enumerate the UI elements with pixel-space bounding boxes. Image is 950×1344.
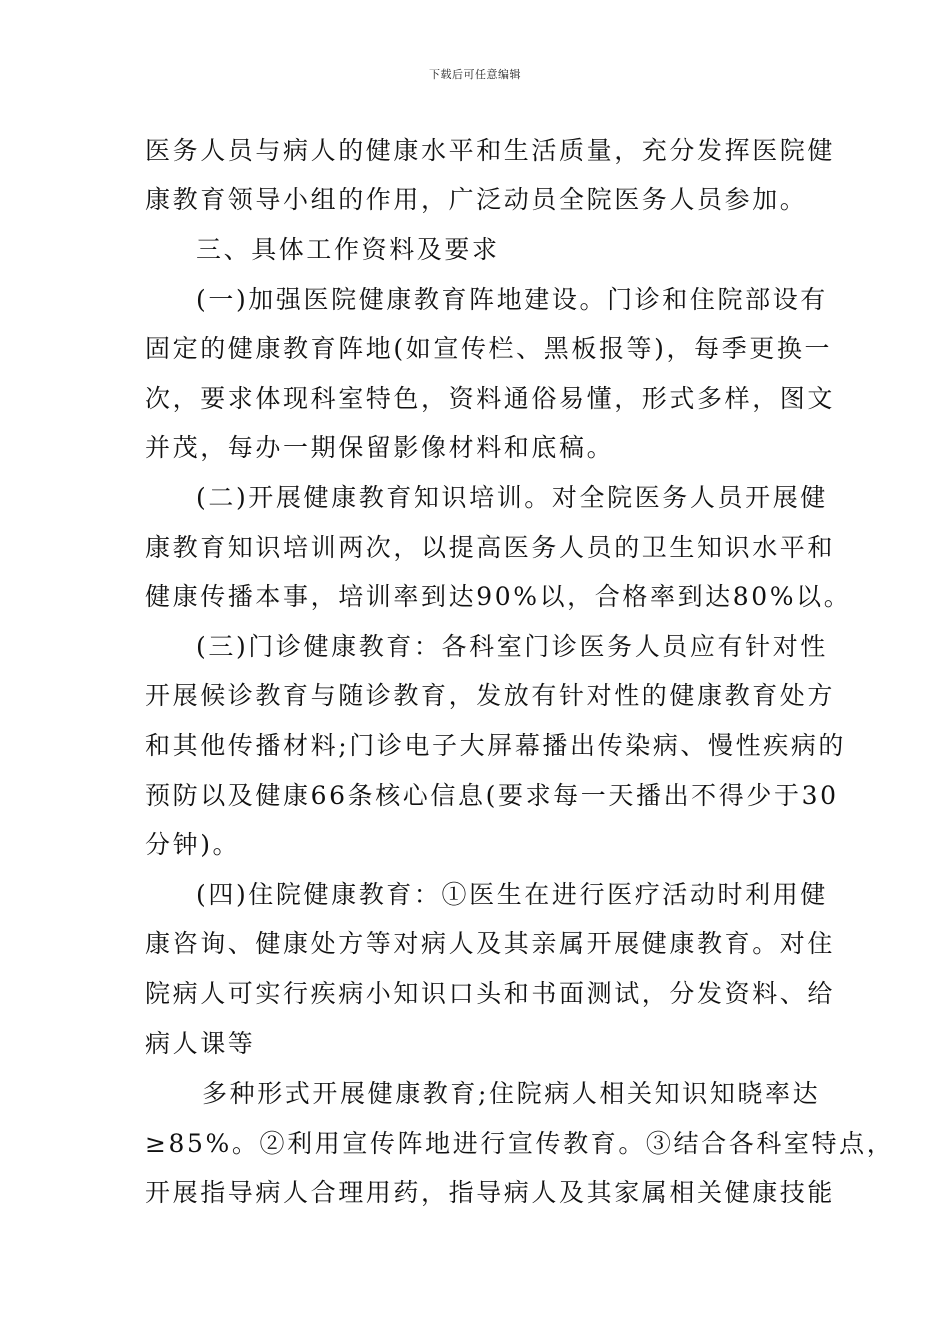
text-line: 分钟)。 [145,830,241,859]
text-line: ≥85%。②利用宣传阵地进行宣传教育。③结合各科室特点， [145,1129,895,1158]
text-line: 和其他传播材料;门诊电子大屏幕播出传染病、慢性疾病的 [145,731,847,760]
text-line: (一)加强医院健康教育阵地建设。门诊和住院部设有 [196,285,828,314]
text-line: 院病人可实行疾病小知识口头和书面测试，分发资料、给 [145,979,836,1008]
page-header: 下载后可任意编辑 [429,68,521,81]
text-line: 健康传播本事，培训率到达90%以，合格率到达80%以。 [145,582,852,611]
text-line: 病人课等 [145,1029,256,1058]
text-line: 康教育领导小组的作用，广泛动员全院医务人员参加。 [145,185,808,214]
text-line: (四)住院健康教育：①医生在进行医疗活动时利用健 [196,880,828,909]
text-line: 开展候诊教育与随诊教育，发放有针对性的健康教育处方 [145,681,836,710]
text-line: 并茂，每办一期保留影像材料和底稿。 [145,433,615,462]
section-heading: 三、具体工作资料及要求 [196,235,500,264]
text-line: 开展指导病人合理用药，指导病人及其家属相关健康技能 [145,1178,836,1207]
text-line: 康教育知识培训两次，以提高医务人员的卫生知识水平和 [145,533,836,562]
text-line: (三)门诊健康教育：各科室门诊医务人员应有针对性 [196,632,828,661]
text-line: (二)开展健康教育知识培训。对全院医务人员开展健 [196,483,828,512]
text-line: 医务人员与病人的健康水平和生活质量，充分发挥医院健 [145,136,836,165]
text-line: 多种形式开展健康教育;住院病人相关知识知晓率达 [202,1079,821,1108]
text-line: 预防以及健康66条核心信息(要求每一天播出不得少于30 [145,781,839,810]
text-line: 次，要求体现科室特色，资料通俗易懂，形式多样，图文 [145,384,836,413]
text-line: 康咨询、健康处方等对病人及其亲属开展健康教育。对住 [145,929,836,958]
text-line: 固定的健康教育阵地(如宣传栏、黑板报等)，每季更换一 [145,334,833,363]
